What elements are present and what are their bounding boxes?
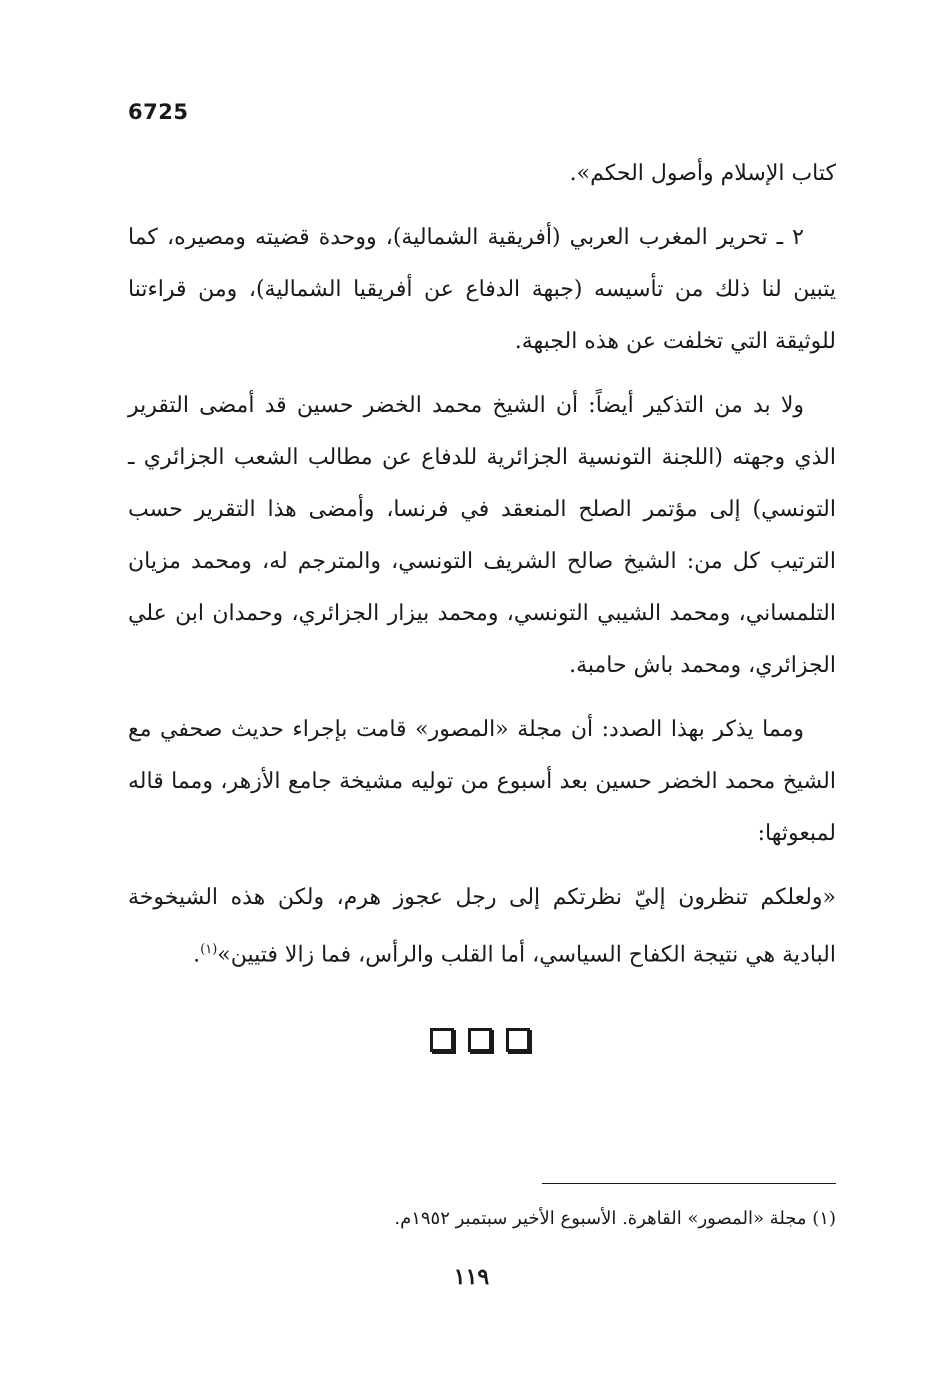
body-text: [128, 148, 836, 993]
paragraph-1: كتاب الإسلام وأصول الحكم».: [569, 161, 836, 186]
paragraph-2: ٢ ـ تحرير المغرب العربي (أفريقية الشمالية)، ووحدة قضيته ومصيره، كما يتبين لنا ذلك من تأسيسه (جبهة الدفاع عن أفريقيا الشمالية)، ومن قراءتنا للوثيقة التي تخلفت عن هذه الجبهة.: [128, 225, 837, 354]
footnote: (١) مجلة «المصور» القاهرة. الأسبوع الأخير سبتمبر ١٩٥٢م.: [394, 1208, 836, 1229]
quote-end: .: [193, 942, 201, 968]
section-ornament: [430, 1028, 530, 1052]
ornament-box-icon: [430, 1028, 454, 1052]
ornament-box-icon: [506, 1028, 530, 1052]
paragraph-5: [128, 872, 836, 981]
footnote-ref: (١): [200, 942, 218, 957]
document-id: 6725: [128, 100, 189, 124]
quote-text: «ولعلكم تنظرون إليّ نظرتكم إلى رجل عجوز هرم، ولكن هذه الشيخوخة البادية هي نتيجة الكفاح السياسي، أما القلب والرأس، فما زالا فتيين»: [128, 885, 836, 968]
ornament-box-icon: [468, 1028, 492, 1052]
paragraph-3: ولا بد من التذكير أيضاً: أن الشيخ محمد الخضر حسين قد أمضى التقرير الذي وجهته (اللجنة التونسية الجزائرية للدفاع عن مطالب الشعب الجزائري ـ التونسي) إلى مؤتمر الصلح المنعقد في فرنسا، وأمضى هذا التقرير حسب الترتيب كل من: الشيخ صالح الشريف التونسي، والمترجم له، ومحمد مزيان التلمساني، ومحمد الشيبي التونسي، ومحمد بيزار الجزائري، وحمدان ابن علي الجزائري، ومحمد باش حامبة.: [128, 393, 836, 678]
footnote-divider: [542, 1183, 836, 1184]
paragraph-4: ومما يذكر بهذا الصدد: أن مجلة «المصور» قامت بإجراء حديث صحفي مع الشيخ محمد الخضر حسين بعد أسبوع من توليه مشيخة جامع الأزهر، ومما قاله لمبعوثها:: [128, 717, 836, 846]
page-number: ١١٩: [453, 1264, 490, 1290]
